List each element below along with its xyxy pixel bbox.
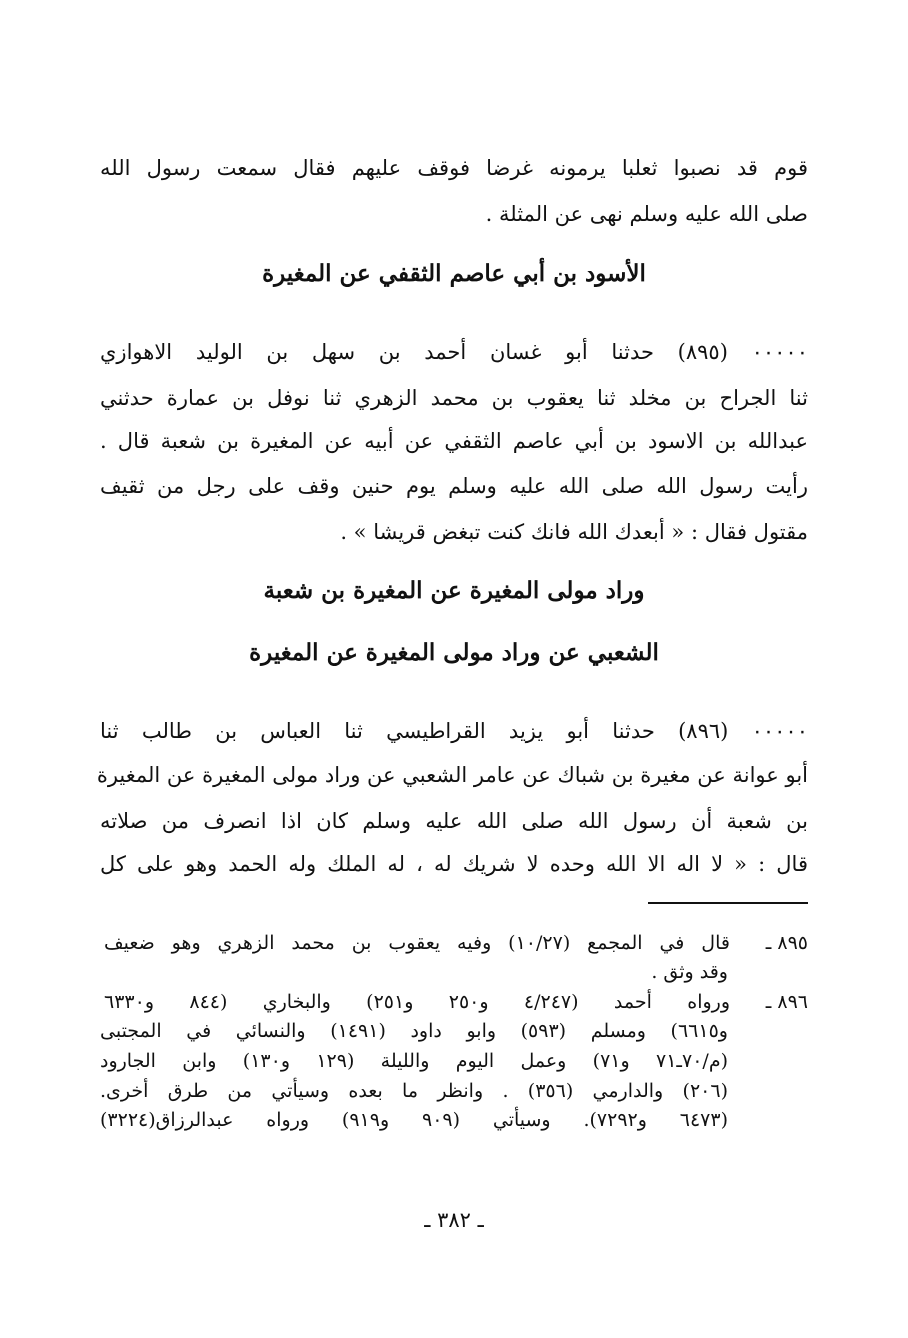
text-line: ٠٠٠٠٠ (٨٩٥) حدثنا أبو غسان أحمد بن سهل بن الوليد الاهوازي (100, 340, 808, 364)
text-line: عبدالله بن الاسود بن أبي عاصم الثقفي عن أبيه عن المغيرة بن شعبة قال . (100, 429, 808, 453)
section-heading: الشعبي عن وراد مولى المغيرة عن المغيرة (249, 639, 659, 666)
footnote-text: و٦٦١٥) ومسلم (٥٩٣) وابو داود (١٤٩١) والنسائي في المجتبى (100, 1020, 728, 1042)
section-heading: وراد مولى المغيرة عن المغيرة بن شعبة (263, 577, 645, 604)
footnote-number: ٨٩٥ ـ (765, 932, 808, 954)
footnote-text: قال في المجمع (١٠/٢٧) وفيه يعقوب بن محمد الزهري وهو ضعيف (104, 932, 730, 954)
footnote-text: (٦٤٧٣ و٧٢٩٢). وسيأتي (٩٠٩ و٩١٩) ورواه عبدالرزاق(٣٢٢٤) (100, 1109, 729, 1131)
text-line: أبو عوانة عن مغيرة بن شباك عن عامر الشعبي عن وراد مولى المغيرة عن المغيرة (96, 763, 808, 787)
footnote-text: (م/٧٠ـ٧١ و٧١) وعمل اليوم والليلة (١٢٩ و١٣٠) وابن الجارود (100, 1050, 728, 1072)
footnote (100, 929, 808, 957)
text-line: صلى الله عليه وسلم نهى عن المثلة . (485, 202, 808, 226)
text-line: رأيت رسول الله صلى الله عليه وسلم يوم حنين وقف على رجل من ثقيف (100, 474, 808, 498)
text-line: قوم قد نصبوا ثعلبا يرمونه غرضا فوقف عليهم فقال سمعت رسول الله (100, 156, 808, 180)
footnote-number: ٨٩٦ ـ (765, 991, 808, 1013)
text-line: بن شعبة أن رسول الله صلى الله عليه وسلم كان اذا انصرف من صلاته (100, 809, 808, 833)
text-line: قال : « لا اله الا الله وحده لا شريك له ، له الملك وله الحمد وهو على كل (100, 852, 808, 876)
text-line: مقتول فقال : « أبعدك الله فانك كنت تبغض قريشا » . (340, 520, 808, 544)
section-heading: الأسود بن أبي عاصم الثقفي عن المغيرة (262, 260, 646, 287)
footnote-text: (٢٠٦) والدارمي (٣٥٦) . وانظر ما بعده وسيأتي من طرق أخرى. (100, 1080, 728, 1102)
footnote-text: ورواه أحمد (٤/٢٤٧ و٢٥٠ و٢٥١) والبخاري (٨٤٤ و٦٣٣٠ (104, 991, 730, 1013)
text-line: ثنا الجراح بن مخلد ثنا يعقوب بن محمد الزهري ثنا نوفل بن عمارة حدثني (100, 386, 808, 410)
page-number: ـ ٣٨٢ ـ (424, 1208, 484, 1232)
text-line: ٠٠٠٠٠ (٨٩٦) حدثنا أبو يزيد القراطيسي ثنا العباس بن طالب ثنا (100, 719, 808, 743)
footnote-separator (648, 902, 808, 904)
footnote-text: وقد وثق . (651, 961, 728, 983)
footnote (100, 988, 808, 1016)
